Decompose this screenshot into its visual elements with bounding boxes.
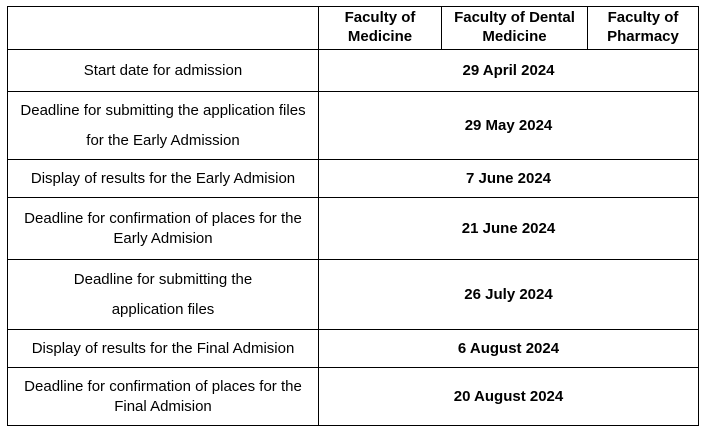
header-empty-cell: [8, 7, 319, 50]
table-row: [8, 260, 699, 330]
table-row: [8, 92, 699, 160]
event-cell: Deadline for submitting the application files for the Early Admission: [8, 92, 319, 160]
date-cell: 29 May 2024: [319, 92, 699, 160]
table-row: [8, 330, 699, 368]
admission-schedule-table: [7, 6, 699, 426]
date-cell: 26 July 2024: [319, 260, 699, 330]
table-row: [8, 198, 699, 260]
event-cell: Start date for admission: [8, 50, 319, 92]
date-cell: 6 August 2024: [319, 330, 699, 368]
date-cell: 29 April 2024: [319, 50, 699, 92]
table-row: [8, 50, 699, 92]
date-cell: 7 June 2024: [319, 160, 699, 198]
table-row: [8, 368, 699, 426]
event-cell: Display of results for the Final Admision: [8, 330, 319, 368]
event-cell: Deadline for submitting the application files: [8, 260, 319, 330]
header-faculty-pharmacy: Faculty of Pharmacy: [588, 7, 699, 50]
table-row: [8, 160, 699, 198]
date-cell: 21 June 2024: [319, 198, 699, 260]
event-cell: Deadline for confirmation of places for the Final Admision: [8, 368, 319, 426]
header-faculty-medicine: Faculty of Medicine: [319, 7, 442, 50]
date-cell: 20 August 2024: [319, 368, 699, 426]
event-cell: Display of results for the Early Admision: [8, 160, 319, 198]
header-row: [8, 7, 699, 50]
header-faculty-dental-medicine: Faculty of Dental Medicine: [442, 7, 588, 50]
event-cell: Deadline for confirmation of places for the Early Admision: [8, 198, 319, 260]
